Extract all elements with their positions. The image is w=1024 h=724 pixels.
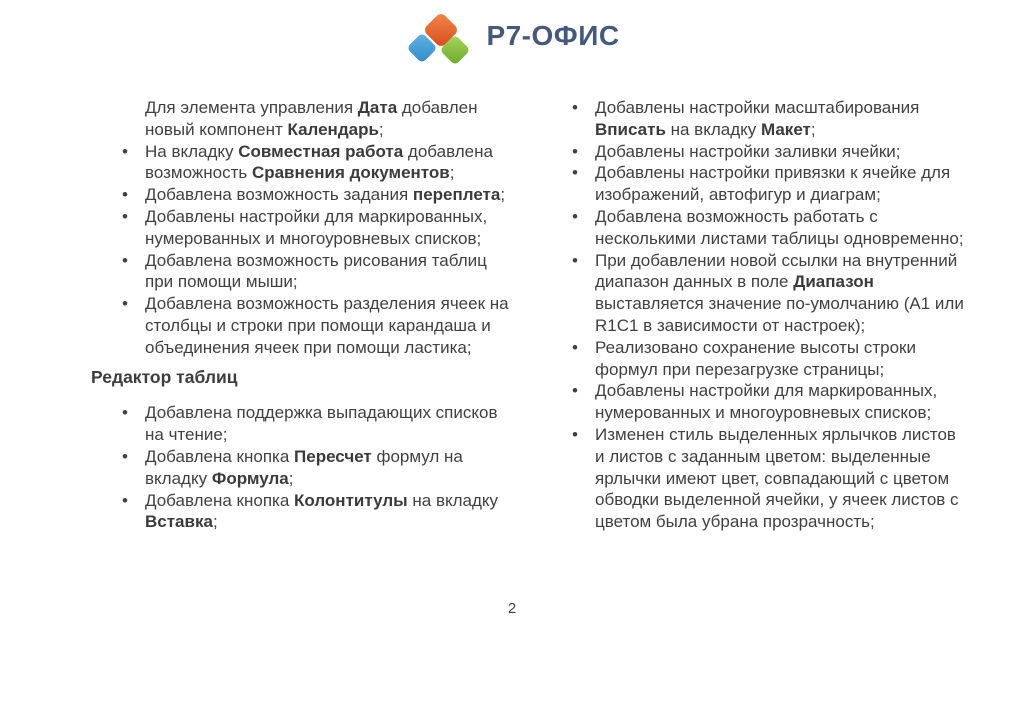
logo-brand-text: Р7-ОФИС <box>486 20 620 51</box>
content-columns <box>91 97 965 533</box>
feature-list-right <box>541 97 965 533</box>
feature-list-left-top <box>91 97 511 359</box>
feature-list-left-bottom <box>91 402 511 533</box>
list-item: • Добавлена возможность рисования таблиц при помощи мыши; <box>145 250 511 294</box>
list-item: • Добавлена возможность задания переплета; <box>145 184 511 206</box>
list-item: Для элемента управления Дата добавлен новый компонент Календарь; <box>145 98 478 139</box>
r7-office-diamonds-icon <box>404 9 472 67</box>
list-item: • Добавлена возможность разделения ячеек на столбцы и строки при помощи карандаша и объединения ячеек при помощи ластика; <box>145 293 511 358</box>
list-item: • Добавлена возможность работать с несколькими листами таблицы одновременно; <box>595 206 965 250</box>
section-heading-table-editor: Редактор таблиц <box>91 366 238 387</box>
list-item: • Добавлена кнопка Колонтитулы на вкладку Вставка; <box>145 490 511 534</box>
list-item: • Добавлены настройки заливки ячейки; <box>595 141 965 163</box>
list-item: • Добавлены настройки для маркированных, нумерованных и многоуровневых списков; <box>595 380 965 424</box>
left-column <box>91 97 511 533</box>
list-item: • Добавлены настройки для маркированных, нумерованных и многоуровневых списков; <box>145 206 511 250</box>
page-number: 2 <box>507 600 517 617</box>
list-item: • Добавлена поддержка выпадающих списков на чтение; <box>145 402 511 446</box>
list-item: • На вкладку Совместная работа добавлена возможность Сравнения документов; <box>145 141 511 185</box>
list-item: • Реализовано сохранение высоты строки формул при перезагрузке страницы; <box>595 337 965 381</box>
list-item: • Добавлены настройки масштабирования Вписать на вкладку Макет; <box>595 97 965 141</box>
list-item: • При добавлении новой ссылки на внутренний диапазон данных в поле Диапазон выставляется значение по-умолчанию (A1 или R1C1 в зависимости от настроек); <box>595 250 965 337</box>
r7-office-logo <box>0 9 1024 67</box>
list-item: • Добавлена кнопка Пересчет формул на вкладку Формула; <box>145 446 511 490</box>
list-item: • Изменен стиль выделенных ярлычков листов и листов с заданным цветом: выделенные ярлычки имеют цвет, совпадающий с цветом обводки выделенной ячейки, у ячеек листов с цветом была убрана прозрачность; <box>595 424 965 533</box>
list-item: • Добавлены настройки привязки к ячейке для изображений, автофигур и диаграм; <box>595 162 965 206</box>
right-column <box>541 97 965 533</box>
